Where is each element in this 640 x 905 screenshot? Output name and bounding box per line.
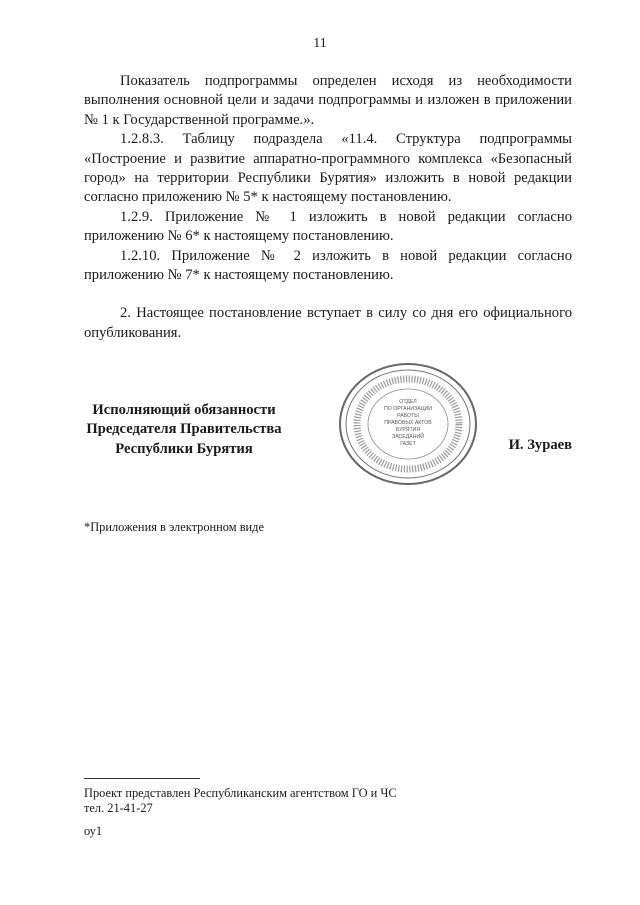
seal-text-line: ПО ОРГАНИЗАЦИИ <box>384 406 432 412</box>
signer-title-line: Председателя Правительства <box>86 421 282 438</box>
signer-title-line: Республики Бурятия <box>115 440 253 457</box>
body-text <box>84 72 572 343</box>
official-seal <box>332 360 492 490</box>
seal-text-line: ПРАВОВЫХ АКТОВ <box>384 420 432 426</box>
footer-text <box>84 786 397 816</box>
paragraph-indicator: Показатель подпрограммы определен исходя из необходимости выполнения основной цели и задачи подпрограммы и изложен в приложении № 1 к Государственной программе.». <box>84 73 572 128</box>
footnote: *Приложения в электронном виде <box>84 520 264 534</box>
paragraph-1-2-8-3: 1.2.8.3. Таблицу подраздела «11.4. Структура подпрограммы «Построение и развитие аппаратно-программного комплекса «Безопасный город» на территории Республики Бурятия» изложить в новой редакции согласно приложению № 5* к настоящему постановлению. <box>84 131 572 206</box>
paragraph-effective-date: 2. Настоящее постановление вступает в силу со дня его официального опубликования. <box>84 305 572 341</box>
seal-text-line: ОТДЕЛ <box>399 399 417 405</box>
footer-line: Проект представлен Республиканским агентством ГО и ЧС <box>84 786 397 800</box>
signer-name: И. Зураев <box>508 437 572 453</box>
footer-code: оу1 <box>84 824 103 838</box>
paragraph-1-2-9: 1.2.9. Приложение № 1 изложить в новой редакции согласно приложению № 6* к настоящему постановлению. <box>84 208 572 245</box>
footer-divider <box>84 778 200 779</box>
seal-text-line: РАБОТЫ <box>397 413 419 419</box>
paragraph-1-2-10: 1.2.10. Приложение № 2 изложить в новой редакции согласно приложению № 7* к настоящему постановлению. <box>84 247 572 284</box>
page-number: 11 <box>313 36 327 51</box>
signer-title-line: Исполняющий обязанности <box>92 402 276 418</box>
seal-text-line: ГАЗЕТ <box>400 441 416 447</box>
footer-line: тел. 21-41-27 <box>84 801 153 815</box>
seal-text-line: БУРЯТИЯ <box>395 427 421 433</box>
seal-text-line: ЗАСЕДАНИЙ <box>392 434 424 440</box>
signer-title <box>84 401 284 459</box>
